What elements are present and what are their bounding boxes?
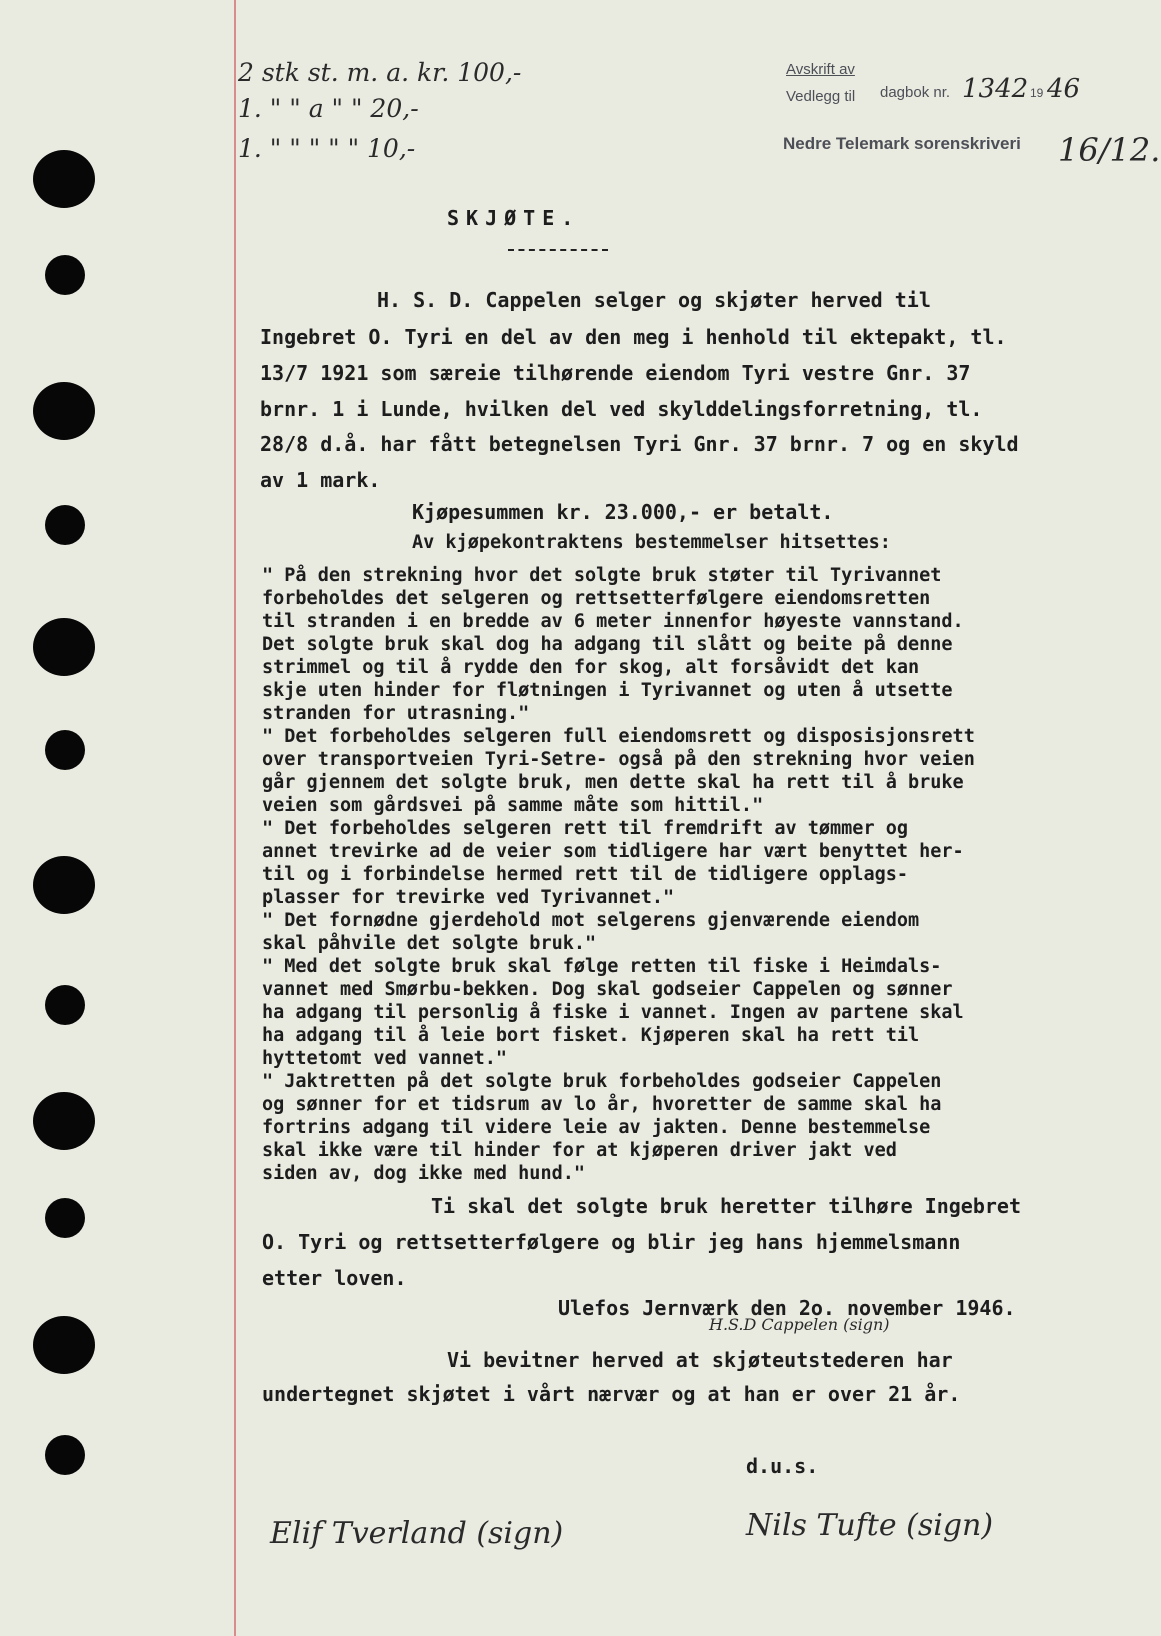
doc-line: Kjøpesummen kr. 23.000,- er betalt. <box>412 500 834 524</box>
doc-line: skal ikke være til hinder for at kjøperen driver jakt ved <box>262 1140 897 1161</box>
doc-line: Vi bevitner herved at skjøteutstederen har <box>447 1348 953 1372</box>
signature: Elif Tverland (sign) <box>270 1516 564 1551</box>
title-underline <box>508 249 608 251</box>
binder-hole <box>33 382 95 440</box>
doc-line: Ulefos Jernværk den 2o. november 1946. <box>558 1296 1016 1320</box>
stamp-text: dagbok nr. <box>880 84 951 101</box>
binder-hole <box>45 985 85 1025</box>
binder-hole <box>45 255 85 295</box>
doc-line: fortrins adgang til videre leie av jakten. Denne bestemmelse <box>262 1117 931 1138</box>
doc-line: Det solgte bruk skal dog ha adgang til slått og beite på denne <box>262 634 953 655</box>
doc-line: av 1 mark. <box>260 468 381 492</box>
doc-line: etter loven. <box>262 1266 407 1290</box>
doc-line: ha adgang til å leie bort fisket. Kjøperen skal ha rett til <box>262 1025 920 1046</box>
doc-line: og sønner for et tidsrum av lo år, hvoretter de samme skal ha <box>262 1094 942 1115</box>
handwritten-note: 2 stk st. m. a. kr. 100,- <box>238 58 522 87</box>
doc-line: ha adgang til personlig å fiske i vannet. Ingen av partene skal <box>262 1002 964 1023</box>
doc-line: " Det forbeholdes selgeren rett til fremdrift av tømmer og <box>262 818 909 839</box>
doc-line: vannet med Smørbu-bekken. Dog skal godseier Cappelen og sønner <box>262 979 953 1000</box>
stamp-number: 1342 <box>962 74 1029 104</box>
doc-line: forbeholdes det selgeren og rettsetterfølgere eiendomsretten <box>262 588 931 609</box>
doc-line: H. S. D. Cappelen selger og skjøter herved til <box>377 288 931 312</box>
doc-line: Ti skal det solgte bruk heretter tilhøre Ingebret <box>431 1194 1022 1218</box>
binder-hole <box>45 1198 85 1238</box>
doc-line: Av kjøpekontraktens bestemmelser hitsettes: <box>412 532 891 553</box>
doc-line: " På den strekning hvor det solgte bruk støter til Tyrivannet <box>262 565 942 586</box>
doc-line: 13/7 1921 som særeie tilhørende eiendom Tyri vestre Gnr. 37 <box>260 361 971 385</box>
stamp-text: 19 <box>1030 86 1044 100</box>
doc-line: O. Tyri og rettsetterfølgere og blir jeg hans hjemmelsmann <box>262 1230 961 1254</box>
binder-hole <box>33 1316 95 1374</box>
doc-line: over transportveien Tyri-Setre- også på den strekning hvor veien <box>262 749 975 770</box>
signature: Nils Tufte (sign) <box>746 1508 994 1543</box>
doc-line: undertegnet skjøtet i vårt nærvær og at han er over 21 år. <box>262 1382 961 1406</box>
doc-line: annet trevirke ad de veier som tidligere har vært benyttet her- <box>262 841 964 862</box>
doc-line: 28/8 d.å. har fått betegnelsen Tyri Gnr. 37 brnr. 7 og en skyld <box>260 432 1019 456</box>
binder-hole <box>45 1435 85 1475</box>
document-title: SKJØTE. <box>447 206 581 230</box>
doc-line: Ingebret O. Tyri en del av den meg i henhold til ektepakt, tl. <box>260 325 1007 349</box>
doc-line: veien som gårdsvei på samme måte som hittil." <box>262 795 764 816</box>
doc-line: siden av, dog ikke med hund." <box>262 1163 586 1184</box>
binder-hole <box>45 730 85 770</box>
doc-line: strimmel og til å rydde den for skog, alt forsåvidt det kan <box>262 657 920 678</box>
handwritten-note: 1. " " a " " 20,- <box>238 94 419 123</box>
doc-line: " Det fornødne gjerdehold mot selgerens gjenværende eiendom <box>262 910 920 931</box>
doc-line: brnr. 1 i Lunde, hvilken del ved skylddelingsforretning, tl. <box>260 397 983 421</box>
stamp-year: 46 <box>1047 74 1081 104</box>
stamp-text: Avskrift av <box>786 61 855 78</box>
doc-line: plasser for trevirke ved Tyrivannet." <box>262 887 675 908</box>
doc-line: d.u.s. <box>746 1454 819 1478</box>
signature-above-inline: H.S.D Cappelen (sign) <box>709 1315 890 1334</box>
page-margin-line <box>234 0 236 1636</box>
doc-line: går gjennem det solgte bruk, men dette skal ha rett til å bruke <box>262 772 964 793</box>
binder-hole <box>33 856 95 914</box>
doc-line: stranden for utrasning." <box>262 703 530 724</box>
binder-hole <box>33 618 95 676</box>
stamp-date: 16/12. <box>1058 131 1161 169</box>
doc-line: skje uten hinder for fløtningen i Tyrivannet og uten å utsette <box>262 680 953 701</box>
binder-hole <box>33 1092 95 1150</box>
binder-hole <box>45 505 85 545</box>
stamp-text: Vedlegg til <box>786 88 856 105</box>
doc-line: til og i forbindelse hermed rett til de tidligere opplags- <box>262 864 909 885</box>
doc-line: " Jaktretten på det solgte bruk forbeholdes godseier Cappelen <box>262 1071 942 1092</box>
doc-line: skal påhvile det solgte bruk." <box>262 933 597 954</box>
doc-line: " Med det solgte bruk skal følge retten til fiske i Heimdals- <box>262 956 942 977</box>
binder-hole <box>33 150 95 208</box>
doc-line: " Det forbeholdes selgeren full eiendomsrett og disposisjonsrett <box>262 726 975 747</box>
doc-line: til stranden i en bredde av 6 meter innenfor høyeste vannstand. <box>262 611 964 632</box>
stamp-office: Nedre Telemark sorenskriveri <box>783 134 1021 153</box>
doc-line: hyttetomt ved vannet." <box>262 1048 508 1069</box>
handwritten-note: 1. " " " " " 10,- <box>238 134 416 163</box>
